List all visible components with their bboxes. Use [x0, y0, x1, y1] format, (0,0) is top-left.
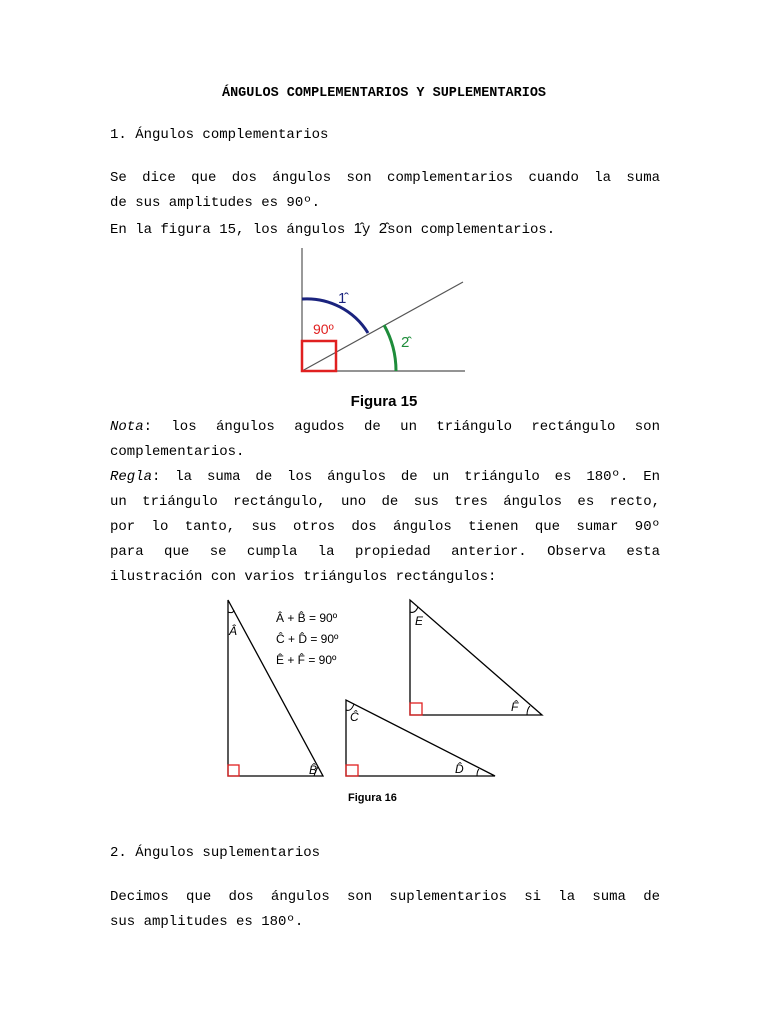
- equation-e-f: Ê + F̂ = 90º: [276, 653, 337, 667]
- section2-heading: 2. Ángulos suplementarios: [110, 845, 321, 861]
- triangle-cd: [346, 700, 495, 776]
- text-line: de sus amplitudes es 90º.: [110, 195, 321, 211]
- label-e: E: [415, 614, 424, 628]
- angle-e-arc: [410, 607, 418, 612]
- text-segment: : la suma de los ángulos de un triángulo es 180º. En: [152, 469, 660, 485]
- figure-16-caption: Figura 16: [348, 792, 397, 804]
- text-line: por lo tanto, sus otros dos ángulos tienen que sumar 90º: [110, 519, 660, 535]
- right-angle-mark-ab: [228, 765, 239, 776]
- equation-c-d: Ĉ + D̂ = 90º: [276, 632, 339, 646]
- text-line: [110, 216, 660, 243]
- label-f: F̂: [511, 700, 519, 714]
- figure-15-caption: Figura 15: [350, 393, 418, 410]
- right-angle-mark: [302, 341, 336, 371]
- nota-label: Nota: [110, 419, 144, 435]
- text-segment: son complementarios.: [387, 222, 556, 238]
- text-segment: y: [361, 222, 379, 238]
- angle-2-arc: [384, 325, 396, 371]
- angle-2-symbol: 2̂: [378, 220, 388, 237]
- label-90: 90º: [313, 321, 334, 337]
- text-line: Decimos que dos ángulos son suplementarios si la suma de: [110, 889, 660, 905]
- text-line: ilustración con varios triángulos rectángulos:: [110, 569, 497, 585]
- label-angle-1: 1̂: [338, 290, 347, 307]
- text-line: Se dice que dos ángulos son complementarios cuando la suma: [110, 170, 660, 186]
- label-angle-2: 2̂: [401, 334, 410, 351]
- text-line: sus amplitudes es 180º.: [110, 914, 304, 930]
- document-title: ÁNGULOS COMPLEMENTARIOS Y SUPLEMENTARIOS: [221, 86, 547, 101]
- label-c: Ĉ: [350, 710, 359, 724]
- text-segment: : los ángulos agudos de un triángulo rectángulo son: [143, 419, 660, 435]
- text-line: complementarios.: [110, 444, 245, 460]
- label-b: B̂: [309, 763, 318, 777]
- angle-d-arc: [477, 769, 479, 776]
- section1-paragraph: [110, 166, 660, 243]
- text-line: un triángulo rectángulo, uno de sus tres ángulos es recto,: [110, 494, 660, 510]
- text-line: [110, 465, 660, 490]
- text-line: para que se cumpla la propiedad anterior. Observa esta: [110, 544, 660, 560]
- equation-a-b: Â + B̂ = 90º: [276, 611, 338, 625]
- label-d: D̂: [455, 762, 464, 776]
- angle-f-arc: [527, 706, 530, 715]
- equations-block: [276, 608, 338, 671]
- triangle-ef: [410, 600, 542, 715]
- angle-1-arc: [302, 299, 368, 333]
- right-angle-mark-cd: [346, 765, 358, 776]
- section1-heading: 1. Ángulos complementarios: [110, 127, 329, 143]
- text-segment: En la figura 15, los ángulos: [110, 222, 354, 238]
- right-angle-mark-ef: [410, 703, 422, 715]
- section2-paragraph: [110, 885, 660, 935]
- label-a: Â: [229, 624, 238, 638]
- notes-paragraph: [110, 415, 660, 590]
- figure-16: [215, 590, 555, 820]
- angle-1-symbol: 1̂: [353, 220, 362, 237]
- text-line: [110, 415, 660, 440]
- regla-label: Regla: [110, 469, 153, 485]
